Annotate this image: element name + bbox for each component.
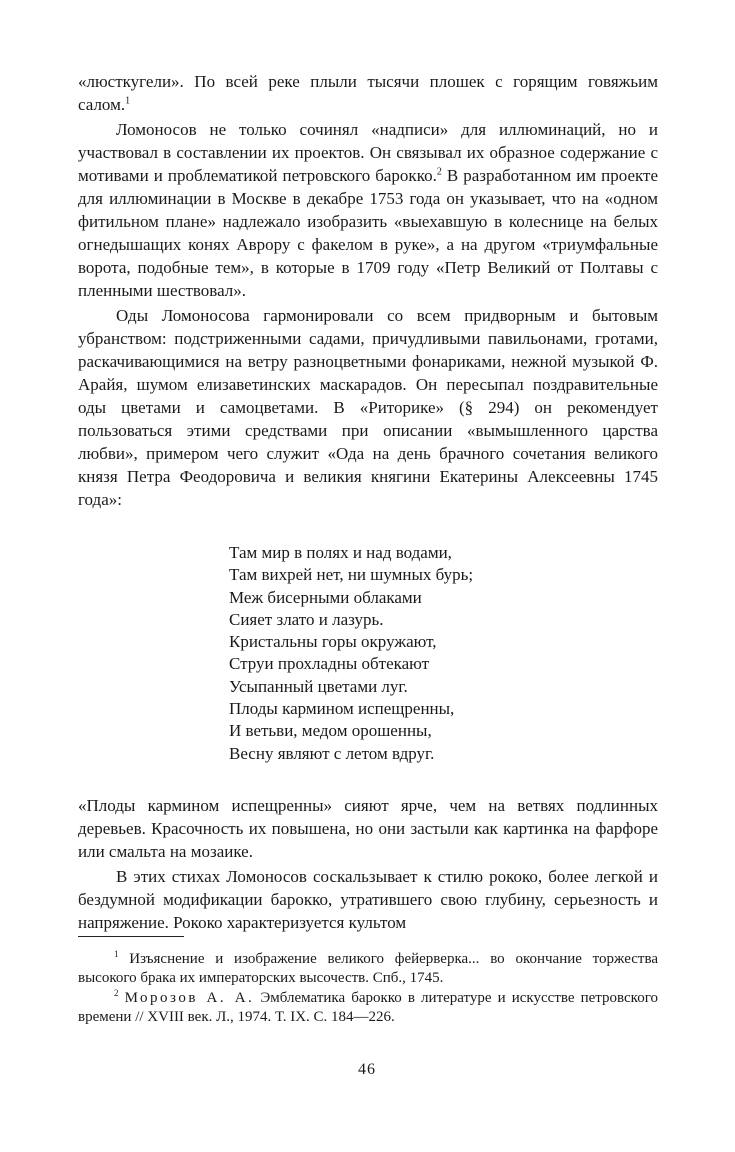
poem-line: Весну являют с летом вдруг. — [229, 743, 435, 763]
paragraph-4: «Плоды кармином испещренны» сияют ярче, чем на ветвях подлинных деревьев. Красочность их повышена, но они застыли как картинка на фарфоре или смальта на мозаике. — [78, 795, 658, 861]
page-number: 46 — [358, 1061, 376, 1078]
footnote-2: $^2$ Морозов А. А. Эмблематика барокко в литературе и искусстве петровского времени // XVIII век. Л., 1974. Т. IX. С. 184—226. — [78, 988, 658, 1025]
poem-quote — [229, 542, 658, 765]
poem-line: Меж бисерными облаками — [229, 587, 422, 607]
paragraph-5: В этих стихах Ломоносов соскальзывает к стилю рококо, более легкой и бездумной модификации барокко, утратившего свою глубину, серьезность и напряжение. Рококо характеризуется культом — [78, 866, 658, 932]
footnote-ref-1[interactable]: 1 — [125, 95, 131, 107]
poem-line: Кристальны горы окружают, — [229, 632, 437, 652]
poem-line: Там мир в полях и над водами, — [229, 543, 452, 562]
poem-line: Плоды кармином испещренны, — [229, 699, 455, 719]
footnote-ref-2[interactable]: 2 — [436, 166, 442, 178]
footnote-author: Морозов А. А. — [124, 990, 255, 1006]
poem-line: Струи прохладны обтекают — [229, 654, 430, 674]
poem-line: Усыпанный цветами луг. — [229, 676, 408, 696]
paragraph-2: Ломоносов не только сочинял «надписи» для иллюминаций, но и участвовал в составлении их проектов. Он связывал их образное содержание с мотивами и проблематикой петровского барокко.$^2$ В разработанном им проекте для иллюминации в Москве в декабре 1753 года он указывает, что на «одном фитильном плане» надлежало изобразить «выехавшую в колеснице на белых огнедышащих конях Аврору с факелом в руке», а на другом «триумфальные ворота, подобные тем», в которые в 1709 году «Петр Великий от Полтавы с пленными шествовал». — [78, 120, 658, 300]
paragraph-3: Оды Ломоносова гармонировали со всем придворным и бытовым убранством: подстриженными садами, причудливыми павильонами, гротами, раскачивающимися на ветру разноцветными фонариками, нежной музыкой Ф. Арайя, шумом елизаветинских маскарадов. Он пересыпал поздравительные оды цветами и самоцветами. В «Риторике» (§ 294) он рекомендует пользоваться этими средствами при описании «вымышленного царства любви», примером чего служит «Ода на день брачного сочетания великого князя Петра Феодоровича и великия княгини Екатерины Алексеевны 1745 года»: — [78, 306, 658, 509]
paragraph-1: «люсткугели». По всей реке плыли тысячи плошек с горящим говяжьим салом.$^1$ — [78, 72, 658, 114]
poem-line: И ветьви, медом орошенны, — [229, 721, 432, 741]
footnotes — [78, 950, 658, 1028]
footnote-divider — [78, 936, 184, 937]
footnote-mark: 1 — [114, 949, 119, 959]
poem-line: Сияет злато и лазурь. — [229, 609, 384, 629]
poem-line: Там вихрей нет, ни шумных бурь; — [229, 565, 474, 585]
page-body — [78, 70, 658, 934]
footnote-1: $^1$ Изъяснение и изображение великого фейерверка... во окончание торжества высокого брака их императорских высочеств. Спб., 1745. — [78, 949, 658, 986]
footnote-mark: 2 — [114, 988, 119, 998]
